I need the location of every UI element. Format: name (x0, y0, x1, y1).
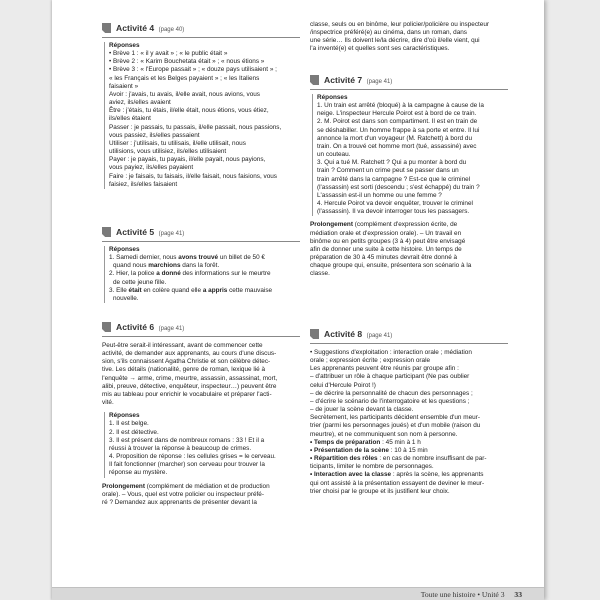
activity-4-title: Activité 4 (page 40) (102, 22, 300, 34)
divider (310, 89, 508, 90)
answer-line: annonce la mort d'un voyageur (M. Ratchett) à bord du (317, 134, 473, 142)
answer-line: Il fait fonctionner (marcher) son cerveau pour trouver la (109, 461, 265, 469)
activity-6-continuation: classe, seuls ou en binôme, leur policier/policière ou inspecteur /inspectrice préféré(e) au cinéma, dans un roman, dans une série… Ils doivent le/la décrire, dire d'où il/elle vient, qui l'a inventé(e) et quelles sont ses caractéristiques. (310, 21, 490, 53)
activity-5 (102, 226, 300, 303)
answer-line: aviez, ils/elles avaient (109, 99, 171, 107)
answer-line: faisaient » (109, 82, 139, 90)
answer-line: Passer : je passais, tu passais, il/elle passait, nous passions, (109, 123, 282, 131)
activity-4-responses: Réponses • Brève 1 : « il y avait » ; « le public était » • Brève 2 : « Karim Bouchetata était » ; « nous étions » • Brève 3 : « l'Europe passait » ; « douze pays utilisaient » ; « les Français et les Belges payaient » ; « les Italiens faisaient » Avoir : j'avais, tu avais, il/elle avait, nous avions, vous aviez, ils/elles avaient Être : j'étais, tu étais, il/elle était, nous étions, vous étiez, ils/elles étaient Passer : je passais, tu passais, il/elle passait, nous passions, vous passiez, ils/elles passaient Utiliser : j'utilisais, tu utilisais, il/elle utilisait, nous utilisions, vous utilisiez, ils/elles utilisaient Payer : je payais, tu payais, il/elle payait, nous payions, vous payiez, ils/elles payaient Faire : je faisais, tu faisais, il/elle faisait, nous faisions, vous faisiez, ils/elles faisaient (104, 42, 300, 189)
activity-7-extension: Prolongement (complément d'expression écrite, de médiation orale et d'expression orale). – Un travail en binôme ou en petits groupes (3 à 4) peut être envisagé afin de donner une suite à cette histoire. Un temps de préparation de 30 à 45 minutes devrait être donné à chaque groupe qui, ensuite, présentera son scénario à la classe. (310, 221, 472, 278)
answer-line: (l'assassin) est sorti (descendu ; s'est échappé) du train ? (317, 183, 480, 191)
activity-6-title: Activité 6 (page 41) (102, 321, 300, 333)
answer-line: train ? Comment un crime peut se passer dans un (317, 167, 459, 175)
answer-line: 2. Hier, la police a donné des informations sur le meurtre (109, 270, 271, 278)
answer-line: 3. Elle était en colère quand elle a appris cette mauvaise (109, 286, 273, 294)
answer-line: réponse au mystère. (109, 469, 168, 477)
section-marker-icon (102, 322, 111, 332)
answer-line: 1. Il est belge. (109, 420, 149, 428)
answer-line: faisiez, ils/elles faisaient (109, 180, 178, 188)
answer-line: 4. Proposition de réponse : les cellules grises = le cerveau. (109, 453, 276, 461)
activity-8 (310, 328, 508, 496)
answer-line: 3. Il est présent dans de nombreux romans : 33 ! Et il a (109, 436, 265, 444)
answer-line: L'assassin est-il un homme ou une femme ? (317, 191, 442, 199)
answer-line: train arrêté dans la campagne ? Est-ce que le criminel (317, 175, 471, 183)
answer-line: Payer : je payais, tu payais, il/elle payait, nous payions, (109, 156, 266, 164)
answer-line: vous payiez, ils/elles payaient (109, 164, 194, 172)
activity-6-responses: Réponses 1. Il est belge. 2. Il est détective. 3. Il est présent dans de nombreux romans : 33 ! Et il a réussi à trouver la réponse à beaucoup de crimes. 4. Proposition de réponse : les cellules grises = le cerveau. Il fait fonctionner (marcher) son cerveau pour trouver la réponse au mystère. (104, 412, 300, 477)
answer-line: Avoir : j'avais, tu avais, il/elle avait, nous avions, vous (109, 90, 261, 98)
section-marker-icon (310, 75, 319, 85)
divider (102, 241, 300, 242)
activity-8-title: Activité 8 (page 41) (310, 328, 508, 340)
answer-line: réussi à trouver la réponse à beaucoup de crimes. (109, 444, 252, 452)
page-footer: Toute une histoire • Unité 3 33 (420, 590, 522, 599)
answer-line: Utiliser : j'utilisais, tu utilisais, il/elle utilisait, nous (109, 139, 246, 147)
activity-6-extension: Prolongement (complément de médiation et de production orale). – Vous, quel est votre policier ou inspecteur préfé- ré ? Demandez aux apprenants de présenter devant la (102, 482, 270, 506)
answer-line: se déshabiller. Un homme frappe à sa porte et entre. Il lui (317, 126, 480, 134)
section-marker-icon (310, 329, 319, 339)
answer-line: utilisions, vous utilisiez, ils/elles utilisaient (109, 148, 227, 156)
divider (310, 343, 508, 344)
activity-7 (310, 74, 508, 278)
activity-7-responses: Réponses 1. Un train est arrêté (bloqué) à la campagne à cause de la neige. L'inspecteur Hercule Poirot est à bord de ce train. 2. M. Poirot est dans son compartiment. Il est en train de se déshabiller. Un homme frappe à sa porte et entre. Il lui annonce la mort d'un voyageur (M. Ratchett) à bord du train. On a trouvé cet homme mort (tué, assassiné) avec un couteau. 3. Qui a tué M. Ratchett ? Qui a pu monter à bord du train ? Comment un crime peut se passer dans un train arrêté dans la campagne ? Est-ce que le criminel (l'assassin) est sorti (descendu ; s'est échappé) du train ? L'assassin est-il un homme ou une femme ? 4. Hercule Poirot va devoir enquêter, trouver le criminel (l'assassin). Il va devoir interroger tous les passagers. (312, 94, 508, 216)
activity-7-title: Activité 7 (page 41) (310, 74, 508, 86)
section-marker-icon (102, 23, 111, 33)
answer-line: un couteau. (317, 151, 351, 159)
activity-4 (102, 22, 300, 189)
answer-line: train. On a trouvé cet homme mort (tué, assassiné) avec (317, 142, 477, 150)
answer-line: quand nous marchions dans la forêt. (113, 262, 220, 270)
answer-line: vous passiez, ils/elles passaient (109, 131, 200, 139)
answer-line: de cette jeune fille. (113, 278, 167, 286)
answer-line: 3. Qui a tué M. Ratchett ? Qui a pu monter à bord du (317, 159, 467, 167)
divider (102, 336, 300, 337)
answer-line: ils/elles étaient (109, 115, 151, 123)
answer-line: Être : j'étais, tu étais, il/elle était, nous étions, vous étiez, (109, 107, 269, 115)
answer-line: • Brève 3 : « l'Europe passait » ; « douze pays utilisaient » ; (109, 66, 277, 74)
answer-line: nouvelle. (113, 294, 139, 302)
answer-line: 2. Il est détective. (109, 428, 159, 436)
answer-line: 1. Samedi dernier, nous avons trouvé un billet de 50 € (109, 254, 265, 262)
answer-line: 1. Un train est arrêté (bloqué) à la campagne à cause de la (317, 102, 484, 110)
answer-line: 2. M. Poirot est dans son compartiment. Il est en train de (317, 118, 478, 126)
activity-5-responses: Réponses 1. Samedi dernier, nous avons trouvé un billet de 50 € quand nous marchions dans la forêt. 2. Hier, la police a donné des informations sur le meurtre de cette jeune fille. 3. Elle était en colère quand elle a appris cette mauvaise nouvelle. (104, 246, 300, 303)
section-marker-icon (102, 227, 111, 237)
answer-line: • Brève 1 : « il y avait » ; « le public était » (109, 50, 228, 58)
answer-line: « les Français et les Belges payaient » ; « les Italiens (109, 74, 260, 82)
answer-line: 4. Hercule Poirot va devoir enquêter, trouver le criminel (317, 200, 473, 208)
activity-8-body: • Suggestions d'exploitation : interaction orale ; médiation orale ; expression écrite ; expression orale Les apprenants peuvent être réunis par groupe afin : – d'attribuer un rôle à chaque participant (Ne pas oublier celui d'Hercule Poirot !) – de décrire la personnalité de chacun des personnages ; – d'écrire le scénario de l'interrogatoire et les questions ; – de jouer la scène devant la classe. Secrètement, les participants décident ensemble d'un meur- trier (parmi les personnages joués) et d'un mobile (raison du meurtre), et ne communiquent son nom à personne. • Temps de préparation : 45 min à 1 h • Présentation de la scène : 10 à 15 min • Répartition des rôles : en cas de nombre insuffisant de par- ticipants, limiter le nombre de personnages. • Interaction avec la classe : après la scène, les apprenants qui ont assisté à la présentation essayent de deviner le meur- trier choisi par le groupe et ils justifient leur choix. (310, 349, 487, 495)
answer-line: neige. L'inspecteur Hercule Poirot est à bord de ce train. (317, 110, 477, 118)
divider (102, 37, 300, 38)
activity-6-intro: Peut-être serait-il intéressant, avant de commencer cette activité, de demander aux apprenants, au cours d'une discus- sion, s'ils connaissent Agatha Christie et son célèbre détec- tive. Les détails (nationalité, genre de roman, lexique lié à l'enquête → arme, crime, meurtre, assassin, assassinat, mort, alibi, preuve, détective, enquêteur, inspecteur…) peuvent être mis au tableau pour enrichir le vocabulaire et préparer l'acti- vité. (102, 342, 278, 407)
answer-line: • Brève 2 : « Karim Bouchetata était » ; « nous étions » (109, 58, 265, 66)
answer-line: (l'assassin). Il va devoir interroger tous les passagers. (317, 208, 470, 216)
page-number: 33 (514, 590, 522, 599)
activity-5-title: Activité 5 (page 41) (102, 226, 300, 238)
page (52, 0, 544, 600)
activity-6 (102, 321, 300, 507)
answer-line: Faire : je faisais, tu faisais, il/elle faisait, nous faisions, vous (109, 172, 278, 180)
